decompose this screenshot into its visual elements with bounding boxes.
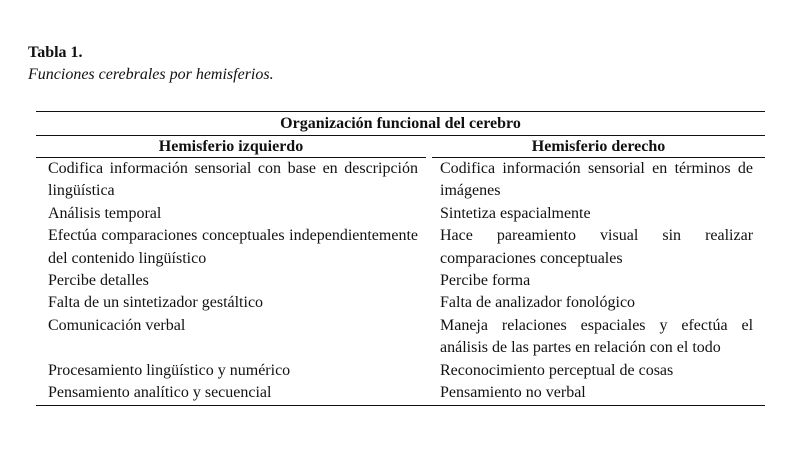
table-row bbox=[36, 315, 765, 360]
cell-left: Pensamiento analítico y secuencial bbox=[36, 382, 426, 406]
column-header-left: Hemisferio izquierdo bbox=[36, 136, 426, 158]
cell-right: Reconocimiento perceptual de cosas bbox=[440, 361, 674, 379]
table-row bbox=[36, 158, 765, 203]
cell-right: Hace pareamiento visual sin realizar comparaciones conceptuales bbox=[440, 227, 754, 267]
cell-left: Análisis temporal bbox=[48, 204, 162, 222]
cell-left: Percibe detalles bbox=[48, 272, 149, 290]
cell-left: Efectúa comparaciones conceptuales independientemente del contenido lingüístico bbox=[48, 227, 418, 267]
cell-right: Codifica información sensorial en términos de imágenes bbox=[440, 160, 754, 200]
table-row bbox=[36, 292, 765, 314]
cell-left: Codifica información sensorial con base en descripción lingüística bbox=[48, 160, 418, 200]
table-title: Funciones cerebrales por hemisferios. bbox=[28, 66, 274, 83]
super-header: Organización funcional del cerebro bbox=[36, 112, 765, 136]
cell-right: Pensamiento no verbal bbox=[432, 382, 765, 406]
cell-left: Comunicación verbal bbox=[48, 316, 186, 334]
cell-left: Falta de un sintetizador gestáltico bbox=[48, 294, 264, 312]
cell-right: Sintetiza espacialmente bbox=[440, 204, 591, 222]
cell-right: Percibe forma bbox=[440, 272, 531, 290]
table-row bbox=[36, 203, 765, 225]
cell-right: Falta de analizador fonológico bbox=[440, 294, 636, 312]
table-row bbox=[36, 225, 765, 270]
table bbox=[36, 111, 765, 406]
column-header-right: Hemisferio derecho bbox=[432, 136, 765, 158]
table-row bbox=[36, 382, 765, 406]
brain-functions-table bbox=[36, 111, 765, 406]
table-row bbox=[36, 360, 765, 382]
table-number: Tabla 1. bbox=[28, 44, 83, 61]
table-row bbox=[36, 270, 765, 292]
cell-left: Procesamiento lingüístico y numérico bbox=[48, 361, 291, 379]
cell-right: Maneja relaciones espaciales y efectúa el análisis de las partes en relación con el todo bbox=[440, 316, 754, 357]
